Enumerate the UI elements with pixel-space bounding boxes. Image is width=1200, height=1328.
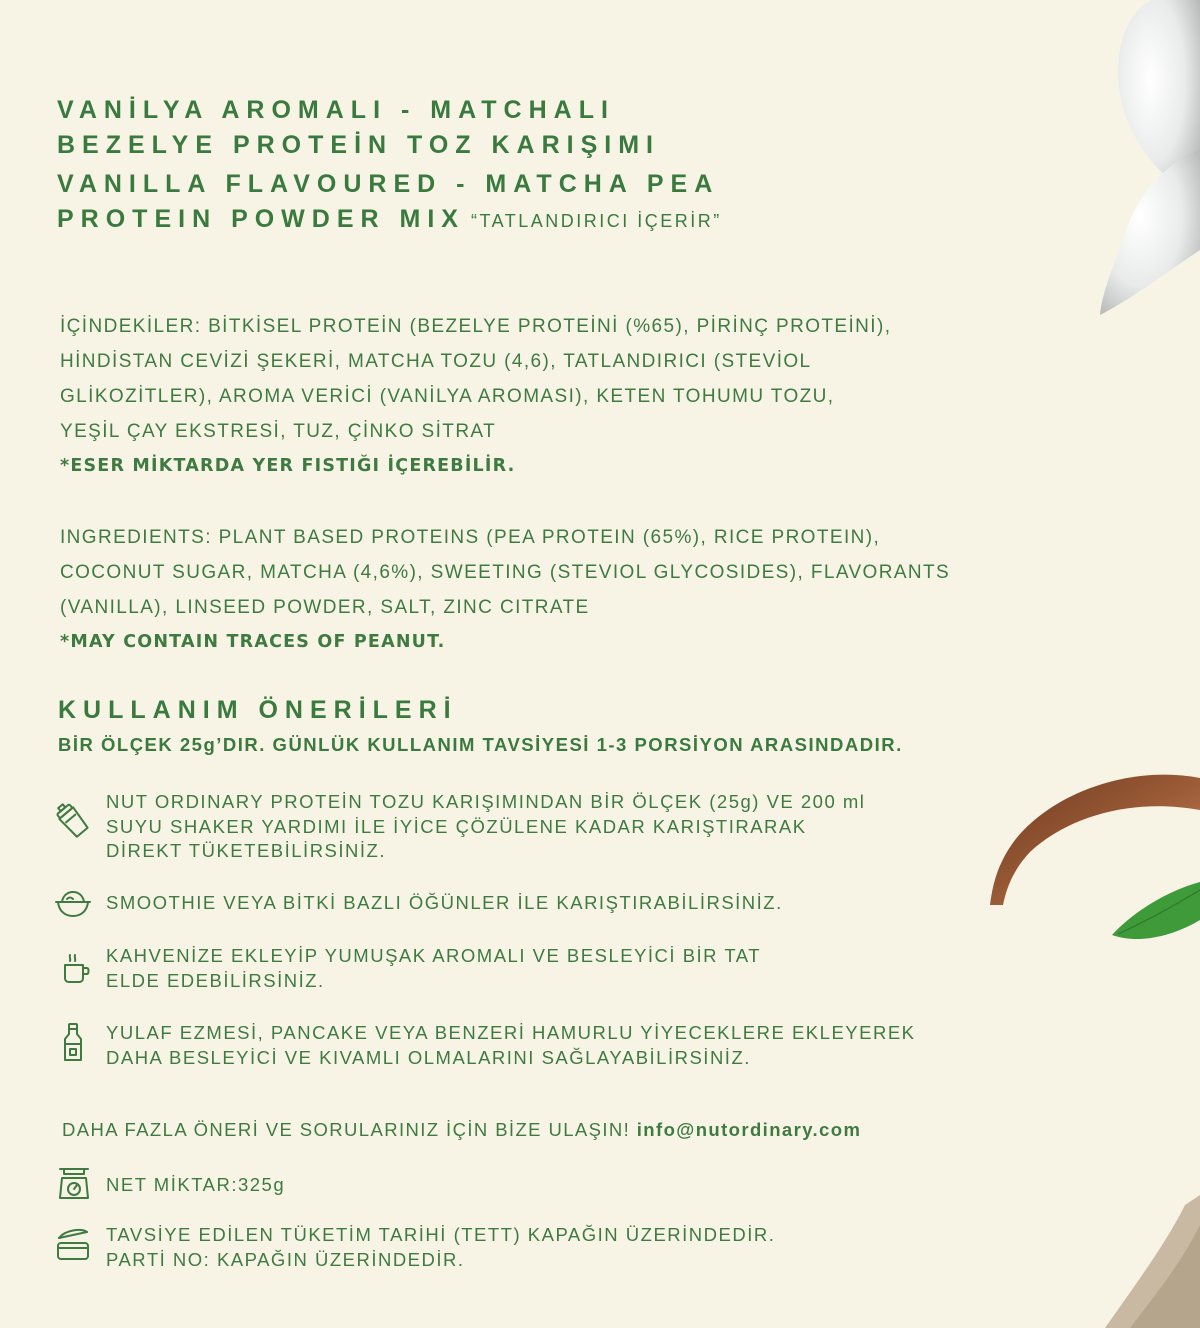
usage-item-shaker (106, 790, 865, 864)
flower-petals-illustration (1060, 0, 1200, 320)
usage-item-bowl (106, 891, 783, 916)
ingredients-tr-line: HİNDİSTAN CEVİZİ ŞEKERİ, MATCHA TOZU (4,6), TATLANDIRICI (STEVİOL (60, 351, 812, 372)
milk-bottle-icon (53, 1022, 93, 1062)
wooden-scoop-illustration (1105, 1195, 1200, 1328)
ingredients-en-line: INGREDIENTS: PLANT BASED PROTEINS (PEA PROTEIN (65%), RICE PROTEIN), (60, 527, 881, 548)
usage-item-line: SUYU SHAKER YARDIMI İLE İYİCE ÇÖZÜLENE KADAR KARIŞTIRARAK (106, 815, 807, 837)
shaker-icon (52, 800, 92, 840)
ingredients-en-line: COCONUT SUGAR, MATCHA (4,6%), SWEETING (STEVIOL GLYCOSIDES), FLAVORANTS (60, 562, 951, 583)
product-title-en-line1: VANILLA FLAVOURED - MATCHA PEA (57, 170, 720, 198)
usage-item-line: ELDE EDEBİLİRSİNİZ. (106, 969, 325, 991)
ingredients-tr-line: İÇİNDEKİLER: BİTKİSEL PROTEİN (BEZELYE PROTEİNİ (%65), PİRİNÇ PROTEİNİ), (60, 316, 892, 337)
usage-item-line: SMOOTHIE VEYA BİTKİ BAZLI ÖĞÜNLER İLE KARIŞTIRABİLİRSİNİZ. (106, 892, 783, 913)
usage-item-line: YULAF EZMESİ, PANCAKE VEYA BENZERİ HAMURLU YİYECEKLERE EKLEYEREK (106, 1022, 916, 1043)
coffee-cup-icon (57, 950, 97, 990)
usage-item-line: DAHA BESLEYİCİ VE KIVAMLI OLMALARINI SAĞLAYABİLİRSİNİZ. (106, 1046, 751, 1068)
ingredients-tr-line: GLİKOZİTLER), AROMA VERİCİ (VANİLYA AROMASI), KETEN TOHUMU TOZU, (60, 386, 835, 407)
product-title-en-line2-wrap (57, 204, 722, 236)
bowl-icon (53, 883, 93, 923)
ingredients-en-line: (VANILLA), LINSEED POWDER, SALT, ZINC CITRATE (60, 597, 590, 618)
product-title-en-line2: PROTEIN POWDER MIX (57, 205, 465, 233)
contact-email-link[interactable]: info@nutordinary.com (636, 1119, 862, 1140)
usage-item-coffee (106, 944, 761, 993)
expiry-info (106, 1223, 775, 1272)
ingredients-tr (60, 309, 1020, 484)
product-title-tr-line2: BEZELYE PROTEİN TOZ KARIŞIMI (57, 131, 660, 159)
leaf-illustration (1110, 880, 1200, 950)
jar-lid-icon (53, 1226, 93, 1266)
sweetener-note: “TATLANDIRICI İÇERİR” (470, 211, 722, 231)
allergen-warning-tr: *ESER MİKTARDA YER FISTIĞI İÇEREBİLİR. (60, 456, 516, 476)
usage-item-bottle (106, 1021, 916, 1070)
product-title-tr-line1: VANİLYA AROMALI - MATCHALI (57, 96, 615, 124)
net-quantity: NET MİKTAR:325g (106, 1174, 286, 1195)
usage-item-line: DİREKT TÜKETEBİLİRSİNİZ. (106, 840, 386, 861)
dose-text: BİR ÖLÇEK 25g’DIR. GÜNLÜK KULLANIM TAVSİYESİ 1-3 PORSİYON ARASINDADIR. (58, 734, 903, 755)
scale-icon (54, 1165, 94, 1205)
contact-line (62, 1119, 861, 1141)
contact-text: DAHA FAZLA ÖNERİ VE SORULARINIZ İÇİN BİZE ULAŞIN! (62, 1119, 637, 1140)
usage-item-line: NUT ORDINARY PROTEİN TOZU KARIŞIMINDAN BİR ÖLÇEK (25g) VE 200 ml (106, 791, 866, 812)
ingredients-tr-line: YEŞİL ÇAY EKSTRESİ, TUZ, ÇİNKO SİTRAT (60, 421, 497, 442)
usage-item-line: KAHVENİZE EKLEYİP YUMUŞAK AROMALI VE BESLEYİCİ BİR TAT (106, 945, 762, 966)
usage-heading: KULLANIM ÖNERİLERİ (58, 696, 458, 724)
expiry-line: PARTİ NO: KAPAĞIN ÜZERİNDEDİR. (106, 1248, 465, 1270)
ingredients-en (60, 520, 1020, 660)
expiry-line: TAVSİYE EDİLEN TÜKETİM TARİHİ (TETT) KAPAĞIN ÜZERİNDEDİR. (106, 1224, 776, 1245)
allergen-warning-en: *MAY CONTAIN TRACES OF PEANUT. (60, 632, 446, 652)
